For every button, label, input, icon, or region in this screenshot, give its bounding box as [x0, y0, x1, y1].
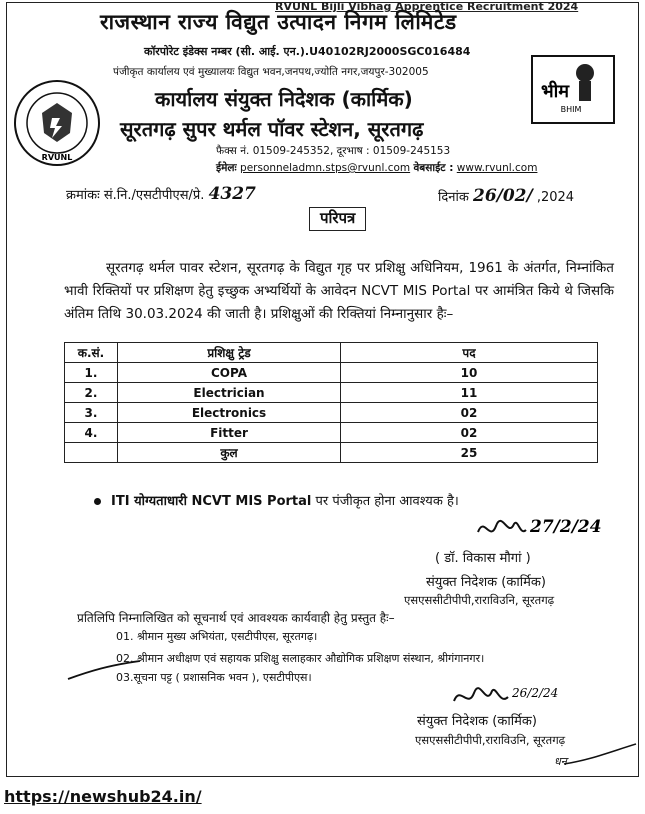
- serial-cell: 1.: [65, 363, 118, 383]
- trade-cell: Electrician: [118, 383, 341, 403]
- serial-cell: 2.: [65, 383, 118, 403]
- signatory-designation-2: संयुक्त निदेशक (कार्मिक): [417, 714, 537, 729]
- station-name: सूरतगढ़ सुपर थर्मल पॉवर स्टेशन, सूरतगढ़: [120, 117, 424, 141]
- registered-office: पंजीकृत कार्यालय एवं मुख्यालयः विद्युत भवन,जनपथ,ज्योति नगर,जयपुर-302005: [113, 66, 429, 78]
- date-label: दिनांक: [438, 190, 469, 205]
- posts-cell: 02: [341, 403, 598, 423]
- rvunl-seal-icon: [12, 78, 102, 168]
- table-total-row: [65, 443, 598, 463]
- total-value: 25: [341, 443, 598, 463]
- cin-number: कॉरपोरेट इंडेक्स नम्बर (सी. आई. एन.).U40102RJ2000SGC016484: [144, 45, 471, 58]
- website-label: वेबसाईट :: [413, 162, 454, 174]
- table-row: [65, 383, 598, 403]
- copy-intro: प्रतिलिपि निम्नालिखित को सूचनार्थ एवं आवश्यक कार्यवाही हेतु प्रस्तुत हैः–: [77, 611, 395, 625]
- reference-number: 4327: [208, 184, 256, 204]
- signature-scrawl-icon: [450, 679, 580, 715]
- signatory-org-2: एसएससीटीपीपी,राराविउनि, सूरतगढ़: [415, 733, 566, 747]
- rvunl-logo: [12, 78, 102, 168]
- serial-cell: 4.: [65, 423, 118, 443]
- office-title: कार्यालय संयुक्त निदेशक (कार्मिक): [155, 87, 413, 111]
- bullet-icon: [94, 498, 101, 505]
- body-paragraph: सूरतगढ़ थर्मल पावर स्टेशन, सूरतगढ़ के विद्युत गृह पर प्रशिक्षु अधिनियम, 1961 के अंतर्गत, निम्नांकित भावी रिक्तियों पर प्रशिक्षण हेतु इच्छुक अभ्यर्थियों के आवेदन NCVT MIS Portal पर आमंत्रित किये थे जिसकि अंतिम तिथि 30.03.2024 की जाती है। प्रशिक्षुओं की रिक्तियां निम्नानुसार हैः–: [64, 260, 614, 322]
- signature-2-date: 26/2/24: [512, 686, 559, 700]
- handwritten-mark-icon: [60, 655, 160, 685]
- watermark-caption: RVUNL Bijli Vibhag Apprentice Recruitment 2024: [275, 0, 579, 13]
- date-line: [438, 186, 574, 206]
- table-row: [65, 423, 598, 443]
- bhim-logo: [531, 55, 615, 124]
- trades-table: [64, 342, 598, 463]
- website-link[interactable]: www.rvunl.com: [456, 162, 538, 174]
- header-trade: प्रशिक्षु ट्रेड: [118, 343, 341, 363]
- date-handwritten: 26/02/: [472, 186, 533, 206]
- logo-right-sub: BHIM: [560, 105, 582, 114]
- trade-cell: COPA: [118, 363, 341, 383]
- signature-1-date: 27/2/24: [530, 517, 602, 537]
- posts-cell: 02: [341, 423, 598, 443]
- org-name: राजस्थान राज्य विद्युत उत्पादन निगम लिमिटेड: [100, 10, 457, 34]
- handwritten-stroke-icon: [560, 742, 640, 772]
- header-serial: क.सं.: [65, 343, 118, 363]
- eligibility-rest: पर पंजीकृत होना आवश्यक है।: [311, 494, 459, 509]
- fax-phone: फैक्स नं. 01509-245352, दूरभाष : 01509-245153: [216, 145, 451, 157]
- copy-item-1: 01. श्रीमान मुख्य अभियंता, एसटीपीएस, सूरतगढ़।: [116, 630, 318, 643]
- table-row: [65, 363, 598, 383]
- logo-right-label: भीम: [540, 81, 570, 102]
- handwritten-initial: धन: [554, 755, 567, 768]
- trade-cell: Electronics: [118, 403, 341, 423]
- serial-cell: 3.: [65, 403, 118, 423]
- table-header-row: [65, 343, 598, 363]
- copy-item-2: 02. श्रीमान अधीक्षण एवं सहायक प्रशिक्षु सलाहकार औद्योगिक प्रशिक्षण संस्थान, श्रीगंगानगर।: [116, 652, 485, 665]
- email-link[interactable]: personneladmn.stps@rvunl.com: [240, 162, 411, 174]
- source-link[interactable]: https://newshub24.in/: [4, 787, 202, 806]
- date-year: ,2024: [536, 190, 575, 205]
- reference-line: [66, 184, 256, 204]
- copy-item-3: 03.सूचना पट्ट ( प्रशासनिक भवन ), एसटीपीएस।: [116, 671, 312, 684]
- table-row: [65, 403, 598, 423]
- signatory-org: एसएससीटीपीपी,राराविउनि, सूरतगढ़: [404, 593, 555, 607]
- trade-cell: Fitter: [118, 423, 341, 443]
- eligibility-bold: ITI योग्यताधारी NCVT MIS Portal: [111, 494, 312, 509]
- signatory-designation: संयुक्त निदेशक (कार्मिक): [426, 575, 546, 590]
- eligibility-note: [94, 491, 459, 509]
- posts-cell: 10: [341, 363, 598, 383]
- header-posts: पद: [341, 343, 598, 363]
- reference-label: क्रमांकः सं.नि./एसटीपीएस/प्रे.: [66, 188, 205, 203]
- logo-left-label: RVUNL: [41, 153, 73, 162]
- serial-cell-empty: [65, 443, 118, 463]
- signatory-name: ( डॉ. विकास मौगां ): [435, 551, 531, 566]
- bhim-logo-icon: [533, 57, 609, 118]
- email-label: ईमेलः: [216, 162, 237, 174]
- notice-title: परिपत्र: [309, 207, 366, 231]
- posts-cell: 11: [341, 383, 598, 403]
- signature-scrawl-icon: [474, 512, 602, 548]
- total-label: कुल: [118, 443, 341, 463]
- contact-line: [216, 161, 537, 175]
- signature-1: [474, 512, 602, 552]
